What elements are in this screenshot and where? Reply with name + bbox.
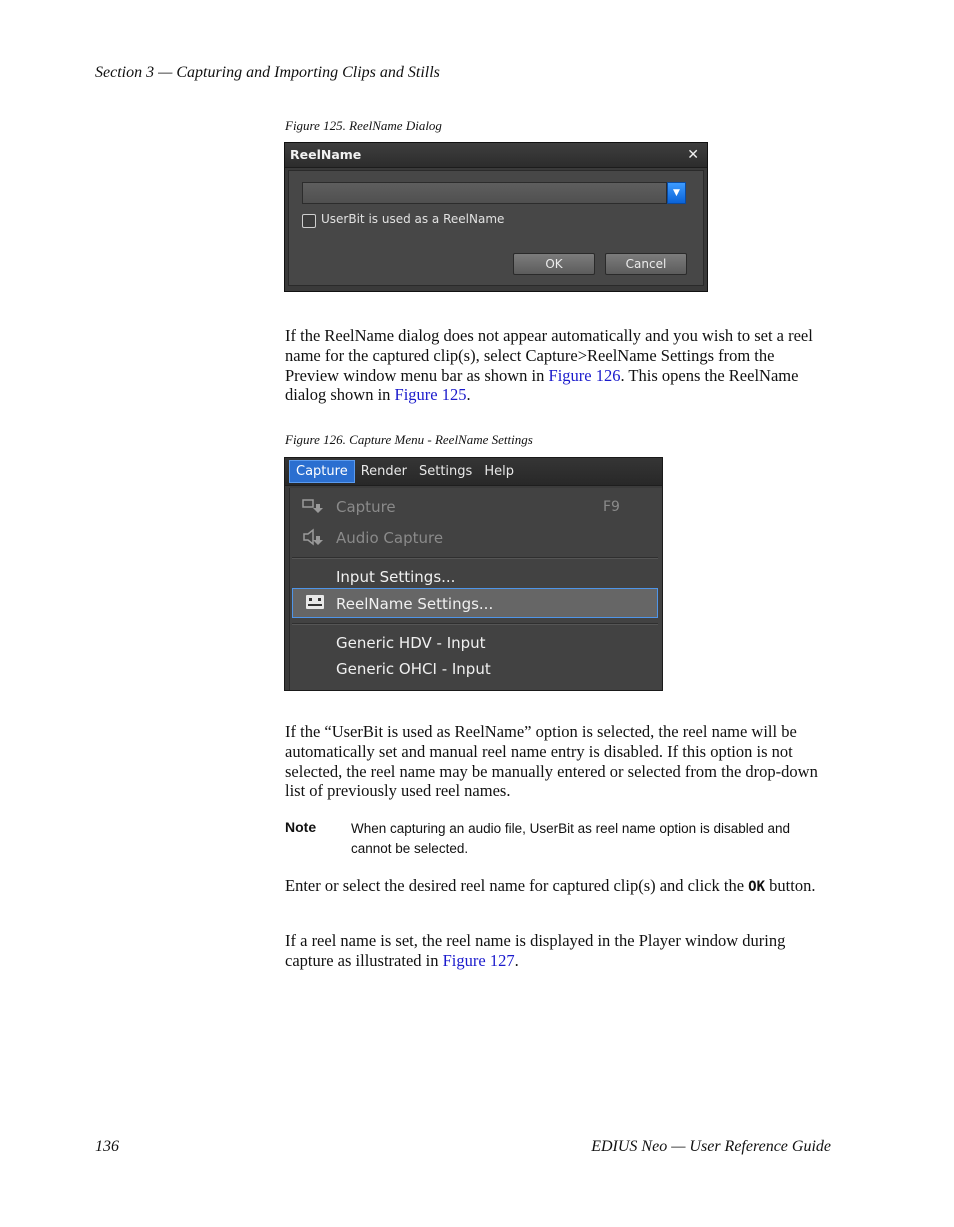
link-figure-125[interactable]: Figure 125 (394, 385, 467, 405)
menu-help[interactable]: Help (484, 464, 514, 479)
paragraph-4-text-b: . (514, 950, 519, 970)
paragraph-4-text-a: If a reel name is set, the reel name is displayed in the Player window during capture as illustrated in (285, 931, 786, 970)
menu-settings[interactable]: Settings (418, 464, 473, 479)
paragraph-4 (285, 931, 831, 971)
menu-item-capture[interactable]: Capture (336, 498, 396, 516)
link-figure-126[interactable]: Figure 126 (548, 365, 621, 385)
paragraph-1-text-c: . (466, 385, 471, 405)
menu-item-input-settings[interactable]: Input Settings... (336, 568, 456, 586)
menu-render[interactable]: Render (360, 464, 407, 479)
close-icon[interactable]: ✕ (687, 147, 699, 163)
link-figure-127[interactable]: Figure 127 (442, 950, 515, 970)
paragraph-3-text-b: button. (765, 876, 816, 895)
reelname-dialog (284, 142, 708, 292)
figure-125-caption: Figure 125. ReelName Dialog (285, 118, 442, 133)
cancel-button[interactable]: Cancel (605, 253, 687, 275)
note-text: When capturing an audio file, UserBit as reel name option is disabled and cannot be selected. (351, 821, 791, 856)
dialog-body (288, 170, 704, 286)
paragraph-1-text-b: . This opens the ReelName dialog shown in (285, 365, 799, 405)
menu-capture[interactable]: Capture (289, 460, 355, 483)
paragraph-3 (285, 876, 831, 898)
section-header: Section 3 — Capturing and Importing Clips and Stills (95, 64, 440, 81)
reelname-icon (305, 594, 325, 616)
paragraph-2: If the “UserBit is used as ReelName” option is selected, the reel name will be automatically set and manual reel name entry is disabled. If this option is not selected, the reel name may be manually entered or selected from the drop-down list of previously used reel names. (285, 722, 818, 801)
menu-item-audio-capture[interactable]: Audio Capture (336, 529, 444, 547)
note-label: Note (285, 819, 317, 835)
menu-separator (292, 557, 658, 559)
figure-126-caption: Figure 126. Capture Menu - ReelName Settings (285, 432, 533, 447)
audio-capture-icon (302, 528, 326, 550)
menu-item-generic-hdv[interactable]: Generic HDV - Input (336, 634, 486, 652)
userbit-checkbox-label: UserBit is used as a ReelName (321, 212, 505, 226)
menu-separator (292, 623, 658, 625)
dialog-titlebar (285, 143, 707, 168)
menu-item-generic-ohci[interactable]: Generic OHCI - Input (336, 660, 491, 678)
menu-item-reelname-settings[interactable]: ReelName Settings... (336, 595, 494, 613)
reelname-combo-input[interactable] (302, 182, 667, 204)
userbit-checkbox[interactable] (302, 214, 316, 228)
capture-icon (302, 498, 326, 518)
chevron-down-icon[interactable]: ▼ (667, 182, 686, 204)
capture-menu-screenshot (284, 457, 663, 691)
dialog-title: ReelName (290, 147, 362, 162)
capture-shortcut: F9 (603, 499, 620, 515)
footer-title: EDIUS Neo — User Reference Guide (591, 1138, 831, 1155)
ok-keyword: OK (748, 879, 766, 895)
ok-button[interactable]: OK (513, 253, 595, 275)
paragraph-1 (285, 326, 831, 405)
paragraph-1-text-a: If the ReelName dialog does not appear automatically and you wish to set a reel name for the captured clip(s), select Capture>ReelName Settings from the Preview window menu bar as shown in (285, 326, 813, 385)
page-number: 136 (95, 1138, 119, 1155)
capture-dropdown (289, 488, 662, 690)
paragraph-3-text-a: Enter or select the desired reel name for captured clip(s) and click the (285, 876, 749, 895)
menubar (285, 458, 662, 486)
